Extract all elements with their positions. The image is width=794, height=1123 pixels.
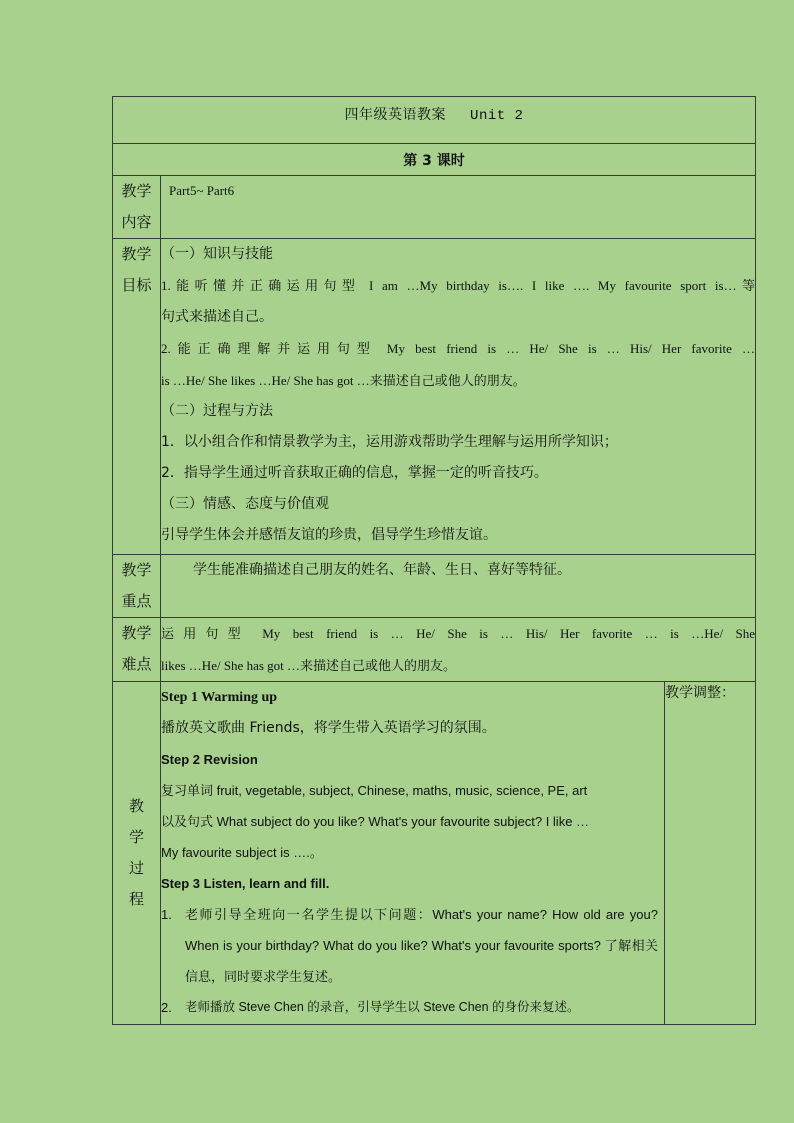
objectives-cell	[161, 239, 756, 555]
step1-title: Step 1 Warming up	[161, 690, 278, 705]
difficulty-line-1-text: 运用句型 My best friend is … He/ She is … His/ Her favorite … is …He/ She	[161, 626, 756, 641]
objectives-line-2: 句式来描述自己。	[161, 309, 273, 325]
objectives-label	[113, 239, 161, 555]
keypoint-text: 学生能准确描述自己朋友的姓名、年龄、生日、喜好等特征。	[193, 562, 571, 578]
title-text: 四年级英语教案	[344, 107, 447, 123]
keypoint-cell	[161, 555, 756, 618]
process-cell	[161, 682, 665, 1025]
difficulty-line-2: likes …He/ She has got …来描述自己或他人的朋友。	[161, 658, 457, 673]
lesson-plan-table	[112, 96, 756, 1025]
step2-line-1: 复习单词 fruit, vegetable, subject, Chinese, maths, music, science, PE, art	[161, 783, 588, 798]
process-label-char-2: 学	[128, 828, 144, 846]
content-label-line1: 教学	[121, 182, 152, 200]
adjust-cell	[665, 682, 756, 1025]
objectives-label-line1: 教学	[121, 245, 152, 263]
lesson-cell	[113, 144, 756, 176]
objectives-line-3-text: 2.能正确理解并运用句型 My best friend is … He/ She is … His/ Her favorite …	[161, 341, 756, 356]
title-cell	[113, 97, 756, 144]
difficulty-line-1	[161, 618, 755, 650]
objectives-line-4: is …He/ She likes …He/ She has got …来描述自己或他人的朋友。	[161, 373, 526, 388]
step2-line-2: 以及句式 What subject do you like? What's your favourite subject? I like …	[161, 814, 590, 829]
objectives-line-1	[161, 270, 755, 302]
objectives-heading-3: （三）情感、态度与价值观	[161, 496, 329, 512]
page-title	[345, 104, 524, 124]
adjust-label: 教学调整：	[665, 685, 735, 701]
content-text: Part5~ Part6	[169, 183, 235, 198]
objectives-line-1-text: 1.能听懂并正确运用句型 I am …My birthday is…. I like …. My favourite sport is…等	[161, 278, 756, 293]
objectives-label-line2: 目标	[121, 276, 152, 294]
difficulty-cell	[161, 618, 756, 682]
process-label	[113, 682, 161, 1025]
keypoint-label-line2: 重点	[121, 592, 152, 610]
list-item	[161, 992, 658, 1023]
list-item-text: 老师引导全班向一名学生提以下问题：What's your name? How old are you? When is your birthday? What do you like? What's your favourite sports? 了解相关信息，同时要求学生复述。	[185, 907, 658, 984]
step2-line-3: My favourite subject is ….。	[161, 845, 323, 860]
process-label-char-4: 程	[128, 890, 144, 908]
process-label-char-1: 教	[128, 797, 144, 815]
objectives-heading-1: （一）知识与技能	[161, 246, 273, 262]
content-label	[113, 176, 161, 239]
step3-title: Step 3 Listen, learn and fill.	[161, 876, 330, 891]
content-cell	[161, 176, 756, 239]
list-item	[161, 899, 658, 992]
unit-label: Unit 2	[470, 108, 524, 124]
lesson-label: 第 3 课时	[403, 153, 465, 169]
step2-title: Step 2 Revision	[161, 752, 258, 767]
objectives-process-2: 2．指导学生通过听音获取正确的信息，掌握一定的听音技巧。	[161, 465, 548, 481]
step1-text: 播放英文歌曲 Friends，将学生带入英语学习的氛围。	[161, 720, 496, 736]
content-label-line2: 内容	[121, 213, 152, 231]
difficulty-label	[113, 618, 161, 682]
objectives-heading-2: （二）过程与方法	[161, 403, 273, 419]
keypoint-label	[113, 555, 161, 618]
objectives-line-3	[161, 333, 755, 365]
list-item-number: 1.	[161, 907, 172, 922]
difficulty-label-line2: 难点	[121, 655, 152, 673]
process-label-char-3: 过	[128, 859, 144, 877]
keypoint-label-line1: 教学	[121, 561, 152, 579]
objectives-attitude: 引导学生体会并感悟友谊的珍贵，倡导学生珍惜友谊。	[161, 527, 497, 543]
list-item-number: 2.	[161, 1000, 172, 1015]
objectives-process-1: 1．以小组合作和情景教学为主，运用游戏帮助学生理解与运用所学知识；	[161, 434, 618, 450]
difficulty-label-line1: 教学	[121, 624, 152, 642]
list-item-text: 老师播放 Steve Chen 的录音，引导学生以 Steve Chen 的身份来复述。	[185, 1000, 580, 1014]
